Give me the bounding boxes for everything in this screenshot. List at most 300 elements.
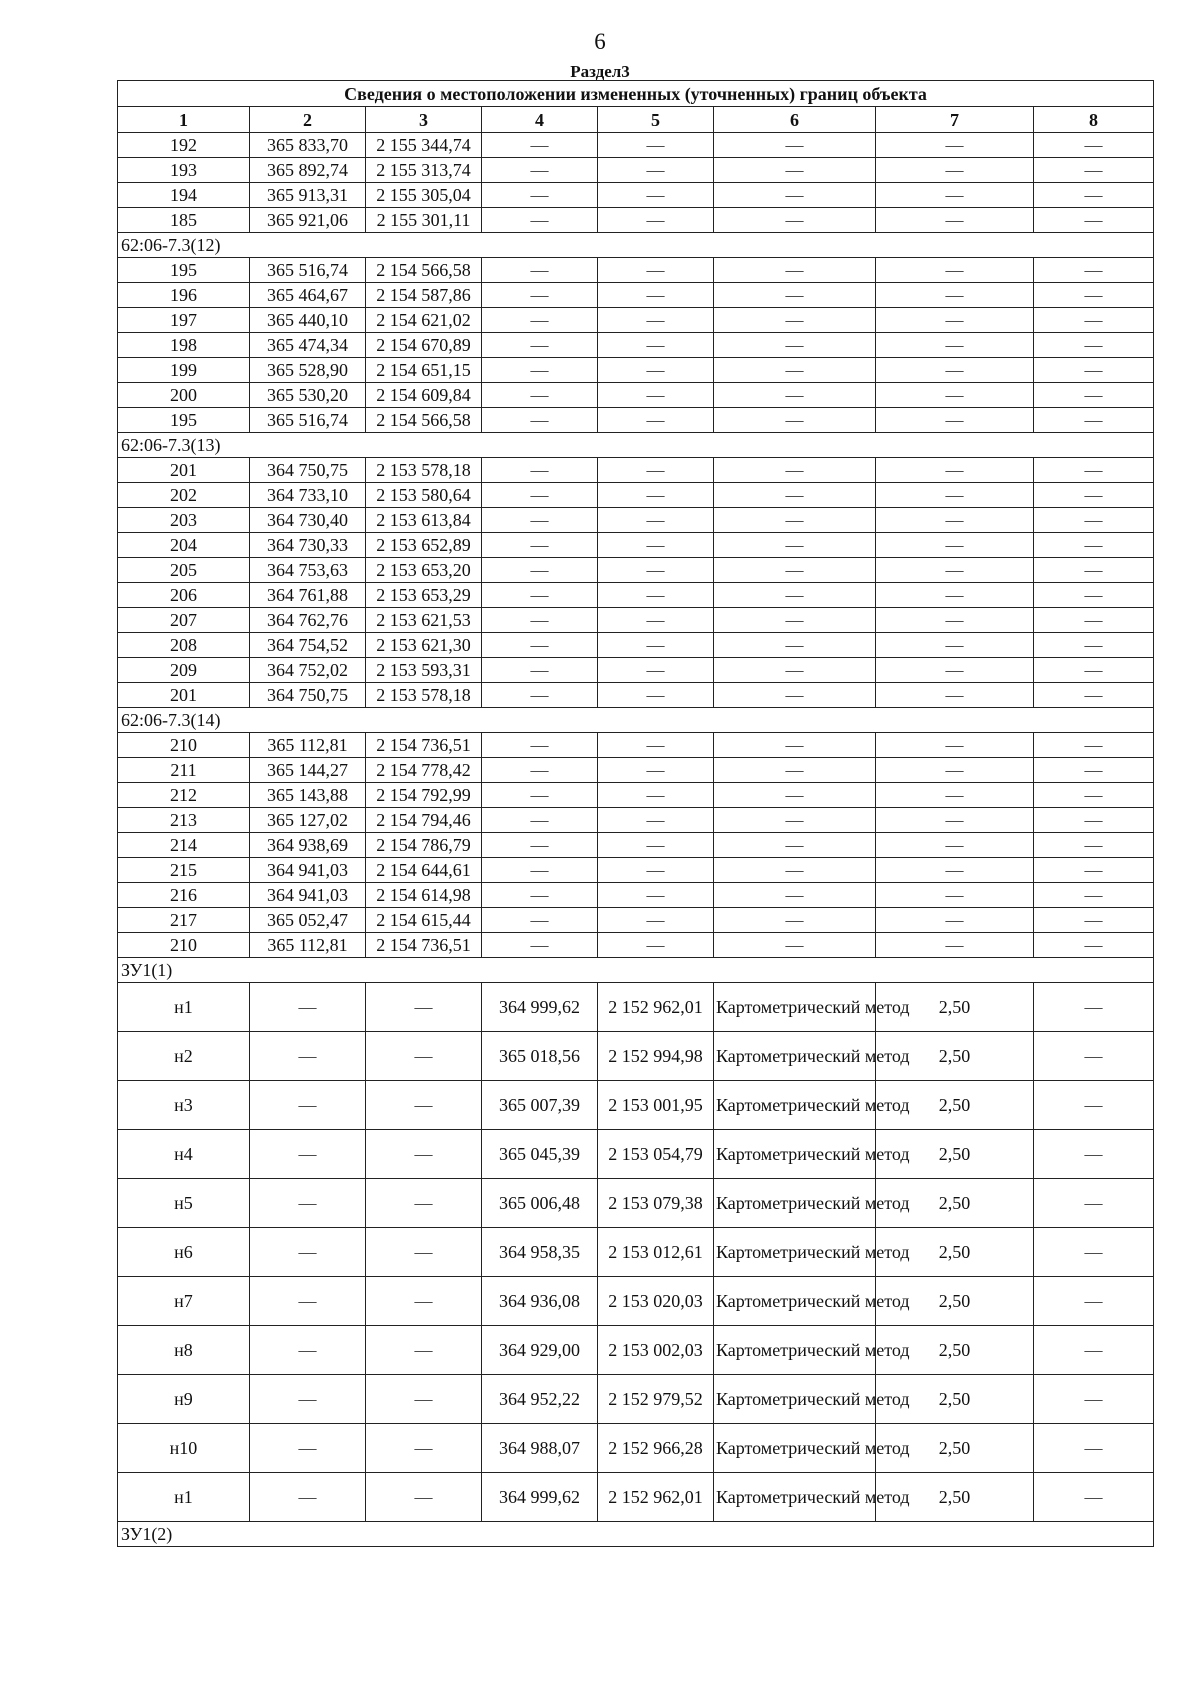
- table-cell-col-1: 194: [118, 183, 250, 208]
- table-cell-col-5: 2 152 966,28: [598, 1424, 714, 1473]
- table-cell-col-7: —: [876, 933, 1034, 958]
- table-cell-col-6: —: [714, 683, 876, 708]
- table-cell-col-7: —: [876, 908, 1034, 933]
- table-cell-col-4: —: [482, 783, 598, 808]
- table-cell-col-2: 364 761,88: [250, 583, 366, 608]
- table-cell-col-5: —: [598, 508, 714, 533]
- table-cell-col-6: —: [714, 833, 876, 858]
- table-cell-col-5: 2 153 002,03: [598, 1326, 714, 1375]
- table-cell-col-8: —: [1034, 483, 1154, 508]
- table-cell-col-5: —: [598, 608, 714, 633]
- table-cell-col-3: 2 154 614,98: [366, 883, 482, 908]
- table-cell-col-6: Картометрический метод: [714, 1375, 876, 1424]
- table-cell-col-4: 365 007,39: [482, 1081, 598, 1130]
- table-cell-col-1: 201: [118, 683, 250, 708]
- table-cell-col-7: —: [876, 533, 1034, 558]
- table-row: [118, 1473, 1154, 1522]
- table-cell-col-3: 2 154 736,51: [366, 733, 482, 758]
- table-cell-col-1: 198: [118, 333, 250, 358]
- table-cell-col-5: —: [598, 808, 714, 833]
- table-cell-col-8: —: [1034, 208, 1154, 233]
- table-cell-col-7: —: [876, 308, 1034, 333]
- table-cell-col-2: —: [250, 1081, 366, 1130]
- table-cell-col-3: 2 154 651,15: [366, 358, 482, 383]
- table-cell-col-2: 365 892,74: [250, 158, 366, 183]
- table-cell-col-2: —: [250, 1179, 366, 1228]
- table-cell-col-2: 365 144,27: [250, 758, 366, 783]
- table-cell-col-8: —: [1034, 808, 1154, 833]
- group-header-row: [118, 708, 1154, 733]
- table-cell-col-4: —: [482, 283, 598, 308]
- table-cell-col-6: —: [714, 158, 876, 183]
- table-cell-col-1: 204: [118, 533, 250, 558]
- table-cell-col-6: —: [714, 633, 876, 658]
- table-cell-col-7: 2,50: [876, 1081, 1034, 1130]
- table-cell-col-1: 196: [118, 283, 250, 308]
- table-cell-col-6: —: [714, 333, 876, 358]
- table-cell-col-4: —: [482, 808, 598, 833]
- table-cell-col-8: —: [1034, 608, 1154, 633]
- table-cell-col-1: 192: [118, 133, 250, 158]
- table-cell-col-8: —: [1034, 333, 1154, 358]
- table-cell-col-2: —: [250, 1277, 366, 1326]
- table-cell-col-2: 365 913,31: [250, 183, 366, 208]
- table-cell-col-6: —: [714, 608, 876, 633]
- table-cell-col-3: —: [366, 1424, 482, 1473]
- table-row: [118, 858, 1154, 883]
- table-cell-col-7: 2,50: [876, 1228, 1034, 1277]
- table-cell-col-2: 365 112,81: [250, 733, 366, 758]
- table-cell-col-3: 2 154 794,46: [366, 808, 482, 833]
- table-row: [118, 383, 1154, 408]
- table-cell-col-7: —: [876, 558, 1034, 583]
- table-cell-col-1: 202: [118, 483, 250, 508]
- table-cell-col-5: 2 153 012,61: [598, 1228, 714, 1277]
- table-row: [118, 558, 1154, 583]
- table-row: [118, 983, 1154, 1032]
- table-cell-col-4: 364 999,62: [482, 1473, 598, 1522]
- table-cell-col-2: 364 762,76: [250, 608, 366, 633]
- table-cell-col-6: —: [714, 758, 876, 783]
- table-cell-col-6: —: [714, 458, 876, 483]
- table-cell-col-8: —: [1034, 833, 1154, 858]
- table-cell-col-2: 364 730,33: [250, 533, 366, 558]
- table-row: [118, 1326, 1154, 1375]
- table-row: [118, 333, 1154, 358]
- table-cell-col-4: —: [482, 308, 598, 333]
- table-cell-col-6: —: [714, 858, 876, 883]
- table-cell-col-6: —: [714, 783, 876, 808]
- table-cell-col-6: —: [714, 508, 876, 533]
- table-cell-col-8: —: [1034, 933, 1154, 958]
- table-cell-col-8: —: [1034, 258, 1154, 283]
- table-cell-col-4: 365 018,56: [482, 1032, 598, 1081]
- table-cell-col-7: —: [876, 408, 1034, 433]
- table-cell-col-5: —: [598, 833, 714, 858]
- table-cell-col-3: 2 153 593,31: [366, 658, 482, 683]
- table-cell-col-5: —: [598, 258, 714, 283]
- column-header: 1: [118, 107, 250, 133]
- table-cell-col-2: 364 750,75: [250, 458, 366, 483]
- table-cell-col-2: 365 921,06: [250, 208, 366, 233]
- group-label: 62:06-7.3(12): [118, 233, 1154, 258]
- table-cell-col-1: 210: [118, 933, 250, 958]
- table-cell-col-3: 2 154 566,58: [366, 408, 482, 433]
- table-cell-col-4: 364 988,07: [482, 1424, 598, 1473]
- table-cell-col-8: —: [1034, 308, 1154, 333]
- table-cell-col-3: 2 153 621,53: [366, 608, 482, 633]
- table-cell-col-5: —: [598, 783, 714, 808]
- table-cell-col-5: —: [598, 533, 714, 558]
- table-cell-col-8: —: [1034, 1228, 1154, 1277]
- table-cell-col-7: —: [876, 833, 1034, 858]
- table-cell-col-8: —: [1034, 283, 1154, 308]
- table-cell-col-5: —: [598, 183, 714, 208]
- table-cell-col-7: —: [876, 683, 1034, 708]
- table-cell-col-8: —: [1034, 158, 1154, 183]
- boundary-coordinates-table: [117, 80, 1154, 1547]
- table-cell-col-4: —: [482, 633, 598, 658]
- table-cell-col-3: 2 153 621,30: [366, 633, 482, 658]
- table-row: [118, 808, 1154, 833]
- table-cell-col-1: 217: [118, 908, 250, 933]
- table-row: [118, 508, 1154, 533]
- table-cell-col-2: —: [250, 1375, 366, 1424]
- page-number: 6: [594, 29, 606, 54]
- table-cell-col-2: 365 143,88: [250, 783, 366, 808]
- table-cell-col-8: —: [1034, 1032, 1154, 1081]
- table-cell-col-7: —: [876, 583, 1034, 608]
- table-cell-col-4: —: [482, 333, 598, 358]
- table-row: [118, 758, 1154, 783]
- table-cell-col-5: —: [598, 133, 714, 158]
- column-header: 3: [366, 107, 482, 133]
- table-cell-col-4: —: [482, 158, 598, 183]
- column-header-row: [118, 107, 1154, 133]
- table-cell-col-5: —: [598, 683, 714, 708]
- table-row: [118, 783, 1154, 808]
- table-cell-col-1: н10: [118, 1424, 250, 1473]
- table-cell-col-5: —: [598, 908, 714, 933]
- table-cell-col-3: 2 154 566,58: [366, 258, 482, 283]
- table-cell-col-5: —: [598, 758, 714, 783]
- table-cell-col-4: —: [482, 383, 598, 408]
- table-body: [118, 81, 1154, 1547]
- table-cell-col-7: 2,50: [876, 1277, 1034, 1326]
- table-cell-col-1: 216: [118, 883, 250, 908]
- table-cell-col-1: 212: [118, 783, 250, 808]
- table-cell-col-2: 364 750,75: [250, 683, 366, 708]
- table-cell-col-3: 2 154 670,89: [366, 333, 482, 358]
- table-cell-col-1: 199: [118, 358, 250, 383]
- table-cell-col-8: —: [1034, 358, 1154, 383]
- table-cell-col-1: н7: [118, 1277, 250, 1326]
- table-row: [118, 883, 1154, 908]
- table-cell-col-8: —: [1034, 458, 1154, 483]
- table-cell-col-2: —: [250, 1228, 366, 1277]
- table-cell-col-2: 365 052,47: [250, 908, 366, 933]
- table-cell-col-7: —: [876, 608, 1034, 633]
- table-cell-col-5: —: [598, 383, 714, 408]
- table-cell-col-2: 365 528,90: [250, 358, 366, 383]
- table-cell-col-1: 203: [118, 508, 250, 533]
- table-row: [118, 1032, 1154, 1081]
- table-cell-col-3: —: [366, 1277, 482, 1326]
- table-cell-col-6: Картометрический метод: [714, 1032, 876, 1081]
- table-cell-col-8: —: [1034, 508, 1154, 533]
- table-cell-col-8: —: [1034, 633, 1154, 658]
- table-cell-col-2: —: [250, 1130, 366, 1179]
- table-cell-col-4: —: [482, 883, 598, 908]
- table-cell-col-7: —: [876, 283, 1034, 308]
- table-cell-col-7: —: [876, 758, 1034, 783]
- table-cell-col-3: 2 153 653,20: [366, 558, 482, 583]
- table-cell-col-3: 2 153 578,18: [366, 683, 482, 708]
- table-row: [118, 933, 1154, 958]
- table-cell-col-6: —: [714, 258, 876, 283]
- table-cell-col-2: 365 440,10: [250, 308, 366, 333]
- table-cell-col-5: —: [598, 408, 714, 433]
- table-cell-col-8: —: [1034, 658, 1154, 683]
- table-cell-col-2: 365 530,20: [250, 383, 366, 408]
- group-header-row: [118, 1522, 1154, 1547]
- table-cell-col-3: —: [366, 983, 482, 1032]
- table-row: [118, 308, 1154, 333]
- table-row: [118, 183, 1154, 208]
- table-cell-col-1: н5: [118, 1179, 250, 1228]
- column-header: 7: [876, 107, 1034, 133]
- table-cell-col-8: —: [1034, 983, 1154, 1032]
- table-cell-col-2: 364 753,63: [250, 558, 366, 583]
- table-cell-col-8: —: [1034, 908, 1154, 933]
- table-cell-col-6: —: [714, 908, 876, 933]
- table-cell-col-8: —: [1034, 783, 1154, 808]
- table-row: [118, 208, 1154, 233]
- table-cell-col-3: 2 154 792,99: [366, 783, 482, 808]
- table-cell-col-4: 365 045,39: [482, 1130, 598, 1179]
- table-cell-col-1: н9: [118, 1375, 250, 1424]
- table-cell-col-7: —: [876, 483, 1034, 508]
- table-row: [118, 1228, 1154, 1277]
- table-cell-col-1: 208: [118, 633, 250, 658]
- table-cell-col-5: —: [598, 658, 714, 683]
- table-cell-col-6: —: [714, 133, 876, 158]
- table-cell-col-7: —: [876, 783, 1034, 808]
- table-cell-col-6: —: [714, 583, 876, 608]
- table-cell-col-2: 364 941,03: [250, 883, 366, 908]
- table-cell-col-2: —: [250, 1032, 366, 1081]
- table-cell-col-7: 2,50: [876, 1424, 1034, 1473]
- table-cell-col-7: 2,50: [876, 1375, 1034, 1424]
- table-cell-col-4: —: [482, 833, 598, 858]
- table-cell-col-3: 2 154 615,44: [366, 908, 482, 933]
- table-row: [118, 1130, 1154, 1179]
- table-cell-col-8: —: [1034, 408, 1154, 433]
- table-cell-col-2: 365 112,81: [250, 933, 366, 958]
- table-cell-col-4: —: [482, 908, 598, 933]
- table-cell-col-4: 365 006,48: [482, 1179, 598, 1228]
- table-cell-col-7: 2,50: [876, 1032, 1034, 1081]
- table-cell-col-1: 193: [118, 158, 250, 183]
- table-cell-col-1: н8: [118, 1326, 250, 1375]
- table-cell-col-7: —: [876, 883, 1034, 908]
- table-cell-col-1: 213: [118, 808, 250, 833]
- table-cell-col-4: —: [482, 508, 598, 533]
- group-header-row: [118, 958, 1154, 983]
- table-cell-col-4: —: [482, 583, 598, 608]
- table-cell-col-4: 364 936,08: [482, 1277, 598, 1326]
- table-row: [118, 658, 1154, 683]
- table-cell-col-6: —: [714, 883, 876, 908]
- table-cell-col-5: 2 152 979,52: [598, 1375, 714, 1424]
- table-cell-col-1: 207: [118, 608, 250, 633]
- table-cell-col-6: Картометрический метод: [714, 1081, 876, 1130]
- table-cell-col-4: —: [482, 258, 598, 283]
- table-row: [118, 533, 1154, 558]
- table-cell-col-3: —: [366, 1473, 482, 1522]
- table-cell-col-7: —: [876, 458, 1034, 483]
- table-row: [118, 583, 1154, 608]
- table-cell-col-1: 214: [118, 833, 250, 858]
- table-cell-col-4: 364 958,35: [482, 1228, 598, 1277]
- table-cell-col-8: —: [1034, 683, 1154, 708]
- table-cell-col-5: —: [598, 483, 714, 508]
- table-cell-col-1: н6: [118, 1228, 250, 1277]
- table-cell-col-6: —: [714, 408, 876, 433]
- table-cell-col-4: —: [482, 208, 598, 233]
- table-cell-col-6: —: [714, 658, 876, 683]
- section-title: Раздел3: [570, 62, 630, 81]
- table-cell-col-7: 2,50: [876, 1473, 1034, 1522]
- table-cell-col-6: Картометрический метод: [714, 1424, 876, 1473]
- table-row: [118, 833, 1154, 858]
- table-cell-col-6: —: [714, 808, 876, 833]
- table-row: [118, 608, 1154, 633]
- table-cell-col-2: 364 730,40: [250, 508, 366, 533]
- table-cell-col-2: 364 754,52: [250, 633, 366, 658]
- table-cell-col-6: —: [714, 208, 876, 233]
- group-header-row: [118, 233, 1154, 258]
- table-cell-col-4: —: [482, 483, 598, 508]
- table-cell-col-3: 2 154 609,84: [366, 383, 482, 408]
- table-row: [118, 683, 1154, 708]
- table-cell-col-6: —: [714, 183, 876, 208]
- table-cell-col-1: н3: [118, 1081, 250, 1130]
- table-cell-col-8: —: [1034, 183, 1154, 208]
- table-cell-col-2: 365 474,34: [250, 333, 366, 358]
- table-cell-col-5: —: [598, 933, 714, 958]
- table-cell-col-6: —: [714, 558, 876, 583]
- column-header: 6: [714, 107, 876, 133]
- table-cell-col-4: —: [482, 533, 598, 558]
- table-cell-col-6: Картометрический метод: [714, 1473, 876, 1522]
- table-cell-col-4: —: [482, 683, 598, 708]
- table-cell-col-3: 2 155 344,74: [366, 133, 482, 158]
- table-cell-col-4: —: [482, 858, 598, 883]
- table-cell-col-7: —: [876, 133, 1034, 158]
- table-cell-col-7: 2,50: [876, 1179, 1034, 1228]
- table-row: [118, 1375, 1154, 1424]
- table-cell-col-2: —: [250, 983, 366, 1032]
- table-cell-col-3: 2 153 578,18: [366, 458, 482, 483]
- table-cell-col-1: н1: [118, 1473, 250, 1522]
- table-row: [118, 133, 1154, 158]
- table-cell-col-3: —: [366, 1326, 482, 1375]
- table-cell-col-7: —: [876, 208, 1034, 233]
- table-cell-col-4: 364 952,22: [482, 1375, 598, 1424]
- table-cell-col-5: —: [598, 458, 714, 483]
- table-cell-col-1: 210: [118, 733, 250, 758]
- table-cell-col-3: 2 155 313,74: [366, 158, 482, 183]
- table-cell-col-7: —: [876, 258, 1034, 283]
- table-cell-col-2: 365 464,67: [250, 283, 366, 308]
- table-row: [118, 358, 1154, 383]
- table-cell-col-4: —: [482, 558, 598, 583]
- table-cell-col-1: 205: [118, 558, 250, 583]
- table-cell-col-7: —: [876, 183, 1034, 208]
- table-cell-col-4: 364 929,00: [482, 1326, 598, 1375]
- table-caption: Сведения о местоположении измененных (уточненных) границ объекта: [118, 81, 1154, 107]
- table-row: [118, 733, 1154, 758]
- table-cell-col-6: Картометрический метод: [714, 983, 876, 1032]
- table-cell-col-1: 209: [118, 658, 250, 683]
- table-cell-col-4: —: [482, 358, 598, 383]
- table-cell-col-2: 364 941,03: [250, 858, 366, 883]
- table-row: [118, 483, 1154, 508]
- table-cell-col-7: —: [876, 333, 1034, 358]
- table-cell-col-3: 2 155 305,04: [366, 183, 482, 208]
- table-row: [118, 283, 1154, 308]
- table-cell-col-7: 2,50: [876, 1326, 1034, 1375]
- table-cell-col-5: 2 152 962,01: [598, 983, 714, 1032]
- table-cell-col-5: 2 152 994,98: [598, 1032, 714, 1081]
- table-row: [118, 908, 1154, 933]
- table-cell-col-6: —: [714, 283, 876, 308]
- table-row: [118, 1179, 1154, 1228]
- table-cell-col-7: —: [876, 508, 1034, 533]
- table-cell-col-8: —: [1034, 1277, 1154, 1326]
- group-label: 62:06-7.3(14): [118, 708, 1154, 733]
- table-row: [118, 258, 1154, 283]
- table-cell-col-4: —: [482, 608, 598, 633]
- table-cell-col-1: н4: [118, 1130, 250, 1179]
- table-cell-col-1: 200: [118, 383, 250, 408]
- table-cell-col-2: 365 516,74: [250, 408, 366, 433]
- table-cell-col-1: 215: [118, 858, 250, 883]
- table-cell-col-3: 2 154 786,79: [366, 833, 482, 858]
- table-cell-col-3: —: [366, 1375, 482, 1424]
- table-cell-col-5: —: [598, 858, 714, 883]
- group-label: ЗУ1(2): [118, 1522, 1154, 1547]
- table-cell-col-7: —: [876, 658, 1034, 683]
- column-header: 5: [598, 107, 714, 133]
- table-cell-col-6: —: [714, 383, 876, 408]
- table-cell-col-8: —: [1034, 858, 1154, 883]
- table-cell-col-3: —: [366, 1179, 482, 1228]
- table-cell-col-3: —: [366, 1081, 482, 1130]
- table-cell-col-4: —: [482, 408, 598, 433]
- table-cell-col-1: 195: [118, 258, 250, 283]
- table-cell-col-4: —: [482, 658, 598, 683]
- table-cell-col-7: —: [876, 358, 1034, 383]
- table-cell-col-6: —: [714, 733, 876, 758]
- table-cell-col-5: —: [598, 208, 714, 233]
- table-cell-col-2: 365 516,74: [250, 258, 366, 283]
- table-cell-col-2: 365 833,70: [250, 133, 366, 158]
- table-cell-col-3: 2 153 580,64: [366, 483, 482, 508]
- table-cell-col-6: —: [714, 533, 876, 558]
- table-cell-col-3: 2 154 621,02: [366, 308, 482, 333]
